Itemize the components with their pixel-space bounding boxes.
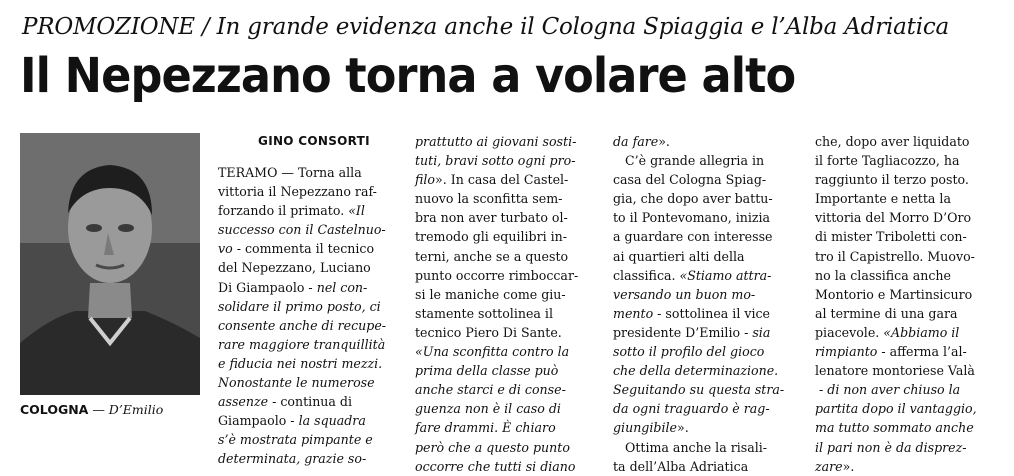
text-segment: - sottolinea il vice <box>653 305 771 321</box>
text-segment: che, dopo aver liquidato <box>815 134 970 149</box>
article-line <box>218 411 410 430</box>
article-line <box>815 323 1005 342</box>
article-line <box>415 266 605 285</box>
text-segment: raggiunto il terzo posto. <box>815 172 969 188</box>
text-segment: versando un buon mo- <box>613 286 756 302</box>
article-line <box>613 208 803 227</box>
text-segment: Montorio e Martinsicuro <box>815 286 973 302</box>
article-line <box>815 304 1005 323</box>
text-segment: vittoria il Nepezzano raf- <box>218 184 377 200</box>
text-segment: ». <box>676 420 689 436</box>
article-column-2 <box>415 132 605 476</box>
article-line <box>815 438 1005 457</box>
text-segment: nuovo la sconfitta sem- <box>415 191 563 207</box>
text-segment: «Una sconfitta contro la <box>415 344 570 360</box>
article-line <box>613 285 803 304</box>
article-line <box>415 132 605 151</box>
text-segment: Nonostante le numerose <box>218 375 375 391</box>
text-segment: - continua di <box>268 394 353 410</box>
article-line <box>613 380 803 399</box>
text-segment: filo <box>415 172 436 188</box>
text-segment: rare maggiore tranquillità <box>218 336 386 352</box>
article-line <box>415 323 605 342</box>
article-line <box>815 170 1005 189</box>
text-segment: prattutto ai giovani sosti- <box>415 134 577 149</box>
caption-subject: COLOGNA <box>20 402 89 417</box>
article-line <box>218 239 410 258</box>
article-line <box>415 170 605 189</box>
article-line <box>613 457 803 476</box>
text-segment: il forte Tagliacozzo, ha <box>815 153 960 169</box>
article-line <box>415 418 605 437</box>
article-line <box>415 304 605 323</box>
text-segment: mento <box>613 305 654 321</box>
text-segment: determinata, grazie so- <box>218 451 367 467</box>
caption-separator: — <box>88 402 109 417</box>
article-line <box>613 323 803 342</box>
text-segment: Giampaolo - <box>218 413 299 429</box>
text-segment: TERAMO — Torna alla <box>218 165 362 180</box>
text-segment: «Stiamo attra- <box>679 267 772 283</box>
text-segment: sotto il profilo del gioco <box>613 344 765 360</box>
article-line <box>815 151 1005 170</box>
text-segment: del Nepezzano, Luciano <box>218 260 371 276</box>
text-segment: ». <box>842 458 855 474</box>
article-line <box>218 316 410 335</box>
article-line <box>815 189 1005 208</box>
text-segment: stamente sottolinea il <box>415 305 553 321</box>
text-segment: tremodo gli equilibri in- <box>415 229 568 245</box>
article-line <box>613 132 803 151</box>
text-segment: Seguitando su questa stra- <box>613 382 785 398</box>
photo-caption <box>20 402 163 418</box>
article-line <box>613 227 803 246</box>
article-line <box>218 392 410 411</box>
article-line <box>415 247 605 266</box>
article-column-4 <box>815 132 1005 476</box>
text-segment: Importante e netta la <box>815 191 951 207</box>
article-line <box>613 418 803 437</box>
article-line <box>613 399 803 418</box>
text-segment: al termine di una gara <box>815 305 958 321</box>
text-segment: ta dell’Alba Adriatica <box>613 458 749 474</box>
text-segment: rimpianto <box>815 344 878 360</box>
article-line <box>415 380 605 399</box>
text-segment: punto occorre rimboccar- <box>415 267 579 283</box>
article-line <box>815 227 1005 246</box>
article-line <box>613 438 803 457</box>
article-line <box>218 335 410 354</box>
text-segment: casa del Cologna Spiag- <box>613 172 767 188</box>
article-line <box>815 132 1005 151</box>
article-line <box>415 208 605 227</box>
text-segment: ma tutto sommato anche <box>815 420 974 436</box>
article-line <box>218 354 410 373</box>
article-line <box>218 220 410 239</box>
article-line <box>415 399 605 418</box>
article-headline: Il Nepezzano torna a volare alto <box>20 48 796 104</box>
text-segment: zare <box>815 458 843 474</box>
text-segment: bra non aver turbato ol- <box>415 210 568 226</box>
text-segment: presidente D’Emilio - <box>613 324 753 340</box>
article-line <box>613 189 803 208</box>
article-line <box>815 208 1005 227</box>
text-segment: lenatore montoriese Valà <box>815 363 975 379</box>
article-line <box>218 297 410 316</box>
article-line <box>218 258 410 277</box>
text-segment: tuti, bravi sotto ogni pro- <box>415 153 576 169</box>
article-line <box>218 278 410 297</box>
text-segment: guenza non è il caso di <box>415 401 561 417</box>
article-line <box>815 266 1005 285</box>
article-line <box>613 342 803 361</box>
text-segment: fare drammi. È chiaro <box>415 420 556 436</box>
text-segment: classifica. <box>613 267 680 283</box>
article-line <box>815 342 1005 361</box>
text-segment: «Il <box>348 203 365 219</box>
caption-credit: D’Emilio <box>108 402 164 417</box>
text-segment: prima della classe può <box>415 363 559 379</box>
article-line <box>415 361 605 380</box>
text-segment: to il Pontevomano, inizia <box>613 210 771 226</box>
article-line <box>613 151 803 170</box>
text-segment: ». In casa del Castel- <box>435 172 569 188</box>
article-line <box>613 247 803 266</box>
text-segment: solidare il primo posto, ci <box>218 298 381 314</box>
article-line <box>218 182 410 201</box>
article-line <box>218 201 410 220</box>
article-line <box>815 457 1005 476</box>
text-segment: ai quartieri alti della <box>613 248 745 264</box>
text-segment: forzando il primato. <box>218 203 349 219</box>
text-segment: e fiducia nei nostri mezzi. <box>218 355 383 371</box>
article-line <box>218 163 410 182</box>
text-segment: «Abbiamo il <box>883 324 960 340</box>
article-line <box>815 361 1005 380</box>
text-segment: consente anche di recupe- <box>218 317 387 333</box>
text-segment: sia <box>752 324 771 340</box>
text-segment: da fare <box>613 134 659 149</box>
text-segment: C’è grande allegria in <box>613 153 765 169</box>
text-segment: piacevole. <box>815 324 884 340</box>
text-segment: vittoria del Morro D’Oro <box>815 210 972 226</box>
text-segment: gia, che dopo aver battu- <box>613 191 773 207</box>
text-segment: a guardare con interesse <box>613 229 773 245</box>
article-line <box>613 170 803 189</box>
text-segment: però che a questo punto <box>415 439 570 455</box>
text-segment: Di Giampaolo - <box>218 279 317 295</box>
text-segment: di mister Triboletti con- <box>815 229 967 245</box>
text-segment: assenze <box>218 394 269 410</box>
text-segment: - <box>815 382 828 398</box>
article-line <box>815 285 1005 304</box>
article-line <box>613 266 803 285</box>
article-line <box>218 449 410 468</box>
text-segment: nel con- <box>316 279 368 295</box>
text-segment: tro il Capistrello. Muovo- <box>815 248 975 264</box>
author-byline: GINO CONSORTI <box>258 134 370 148</box>
text-segment: s’è mostrata pimpante e <box>218 432 373 448</box>
article-line <box>415 151 605 170</box>
article-line <box>415 227 605 246</box>
text-segment: tecnico Piero Di Sante. <box>415 324 562 340</box>
text-segment: che della determinazione. <box>613 363 779 379</box>
article-line <box>218 430 410 449</box>
article-line <box>815 247 1005 266</box>
text-segment: di non aver chiuso la <box>827 382 961 398</box>
article-line <box>815 418 1005 437</box>
text-segment: occorre che tutti si diano <box>415 458 576 474</box>
article-line <box>613 304 803 323</box>
text-segment: - commenta il tecnico <box>232 241 375 257</box>
text-segment: anche starci e di conse- <box>415 382 566 398</box>
text-segment: successo con il Castelnuo- <box>218 222 386 238</box>
text-segment: da ogni traguardo è rag- <box>613 401 770 417</box>
text-segment: - afferma l’al- <box>877 344 967 360</box>
article-line <box>218 373 410 392</box>
article-line <box>415 438 605 457</box>
text-segment: partita dopo il vantaggio, <box>815 401 977 417</box>
text-segment: terni, anche se a questo <box>415 248 569 264</box>
article-line <box>415 189 605 208</box>
article-line <box>415 285 605 304</box>
text-segment: Ottima anche la risali- <box>613 439 768 455</box>
text-segment: si le maniche come giu- <box>415 286 566 302</box>
article-line <box>613 361 803 380</box>
article-column-3 <box>613 132 803 476</box>
text-segment: la squadra <box>298 413 366 429</box>
text-segment: giungibile <box>613 420 677 436</box>
article-line <box>815 380 1005 399</box>
text-segment: il pari non è da disprez- <box>815 439 967 455</box>
article-line <box>815 399 1005 418</box>
article-column-1 <box>218 163 410 469</box>
text-segment: no la classifica anche <box>815 267 951 283</box>
article-line <box>415 342 605 361</box>
article-kicker: PROMOZIONE / In grande evidenza anche il Cologna Spiaggia e l’Alba Adriatica <box>22 14 950 40</box>
text-segment: vo <box>218 241 233 257</box>
article-line <box>415 457 605 476</box>
portrait-photo <box>20 133 200 395</box>
text-segment: ». <box>658 134 670 149</box>
